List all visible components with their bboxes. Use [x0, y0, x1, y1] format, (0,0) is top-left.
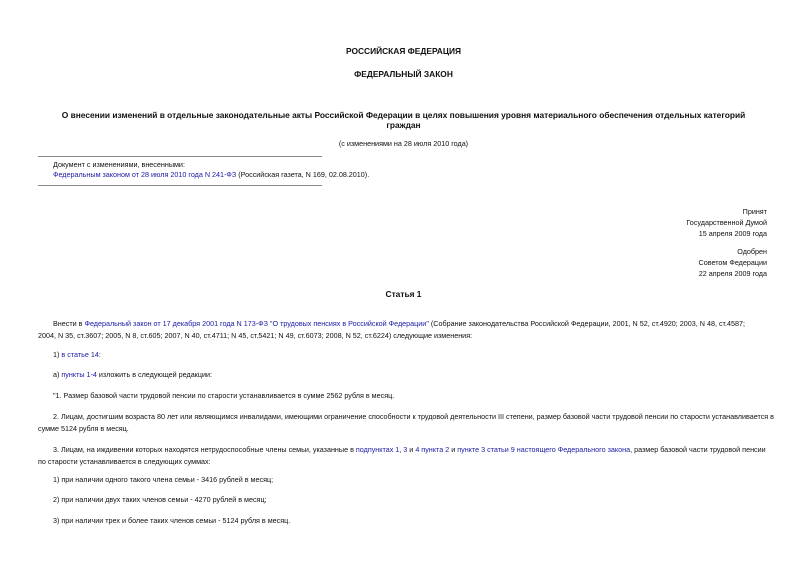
- point-2-link[interactable]: 4 пункта 2: [415, 445, 450, 454]
- duma-body-name: Государственной Думой: [686, 218, 767, 228]
- amendment-note: (с изменениями на 28 июля 2010 года): [338, 139, 469, 148]
- article-9-link[interactable]: пункте 3 статьи 9 настоящего Федерального закона: [457, 445, 631, 454]
- intro-prefix: Внести в: [53, 319, 85, 328]
- changes-box-bottom-rule: [38, 185, 322, 186]
- paragraph-2-line-2: сумме 5124 рубля в месяц.: [38, 423, 129, 433]
- paragraph-2: [38, 411, 778, 434]
- duma-adoption-date: 15 апреля 2009 года: [698, 229, 767, 239]
- subparagraph-1-link[interactable]: подпунктах 1: [355, 445, 400, 454]
- subparagraph-3-link[interactable]: 3: [403, 445, 408, 454]
- article-14-link[interactable]: в статье 14: [61, 350, 99, 359]
- points-1-4-link[interactable]: пункты 1-4: [61, 370, 97, 379]
- subitem-2: 2) при наличии двух таких членов семьи - 4270 рублей в месяц;: [53, 495, 267, 504]
- intro-suffix: (Собрание законодательства Российской Федерации, 2001, N 52, ст.4920; 2003, N 48, ст.4587;: [428, 319, 746, 328]
- article-intro: [38, 318, 778, 341]
- item-a: а) пункты 1-4 изложить в следующей редакции:: [53, 370, 212, 379]
- duma-adopted-label: Принят: [742, 207, 767, 216]
- council-approval-block: [699, 246, 767, 280]
- paragraph-2-line-1: 2. Лицам, достигшим возраста 80 лет или являющимся инвалидами, имеющими ограничение способности к трудовой деятельности III степени, размер базовой части трудовой пенсии по старости устанавливается в: [53, 412, 774, 421]
- subitem-1: 1) при наличии одного такого члена семьи - 3416 рублей в месяц;: [53, 475, 274, 484]
- council-approval-date: 22 апреля 2009 года: [698, 269, 767, 279]
- paragraph-3: 3. Лицам, на иждивении которых находятся нетрудоспособные члены семьи, указанные в подпунктах 1, 3 и 4 пункта 2 и пункте 3 статьи 9 настоящего Федерального закона, размер базовой части трудовой пенсии по старости устанавливается в следующих суммах:: [38, 444, 778, 467]
- council-body-name: Советом Федерации: [698, 258, 767, 268]
- article-heading: Статья 1: [385, 289, 422, 299]
- amending-law-source: (Российская газета, N 169, 02.08.2010).: [236, 170, 370, 179]
- document-type-heading: ФЕДЕРАЛЬНЫЙ ЗАКОН: [354, 69, 453, 79]
- intro-line-2: 2004, N 35, ст.3607; 2005, N 8, ст.605; 2007, N 40, ст.4711; N 45, ст.5421; N 49, ст.6073; 2008, N 52, ст.6224) следующие изменения:: [38, 330, 473, 340]
- council-approved-label: Одобрен: [737, 247, 767, 256]
- amending-law-link[interactable]: Федеральным законом от 28 июля 2010 года N 241-ФЗ: [53, 170, 237, 179]
- subitem-3: 3) при наличии трех и более таких членов семьи - 5124 рубля в месяц.: [53, 516, 291, 525]
- paragraph-3-line-2: по старости устанавливается в следующих суммах:: [38, 456, 211, 466]
- changes-box-reference: [53, 170, 369, 179]
- law-title-line-1: О внесении изменений в отдельные законодательные акты Российской Федерации в целях повышения уровня материального обеспечения отдельных категорий: [61, 110, 746, 120]
- changes-box-top-rule: [38, 156, 322, 157]
- duma-adoption-block: [686, 206, 767, 240]
- item-1: 1) в статье 14:: [53, 350, 101, 359]
- pension-law-link[interactable]: Федеральный закон от 17 декабря 2001 года N 173-ФЗ "О трудовых пенсиях в Российской Федерации": [84, 319, 429, 328]
- country-heading: РОССИЙСКАЯ ФЕДЕРАЦИЯ: [345, 46, 462, 56]
- law-title-line-2: граждан: [386, 120, 421, 130]
- changes-box-label: Документ с изменениями, внесенными:: [53, 160, 185, 169]
- paragraph-1: "1. Размер базовой части трудовой пенсии по старости устанавливается в сумме 2562 рубля в месяц.: [53, 391, 395, 400]
